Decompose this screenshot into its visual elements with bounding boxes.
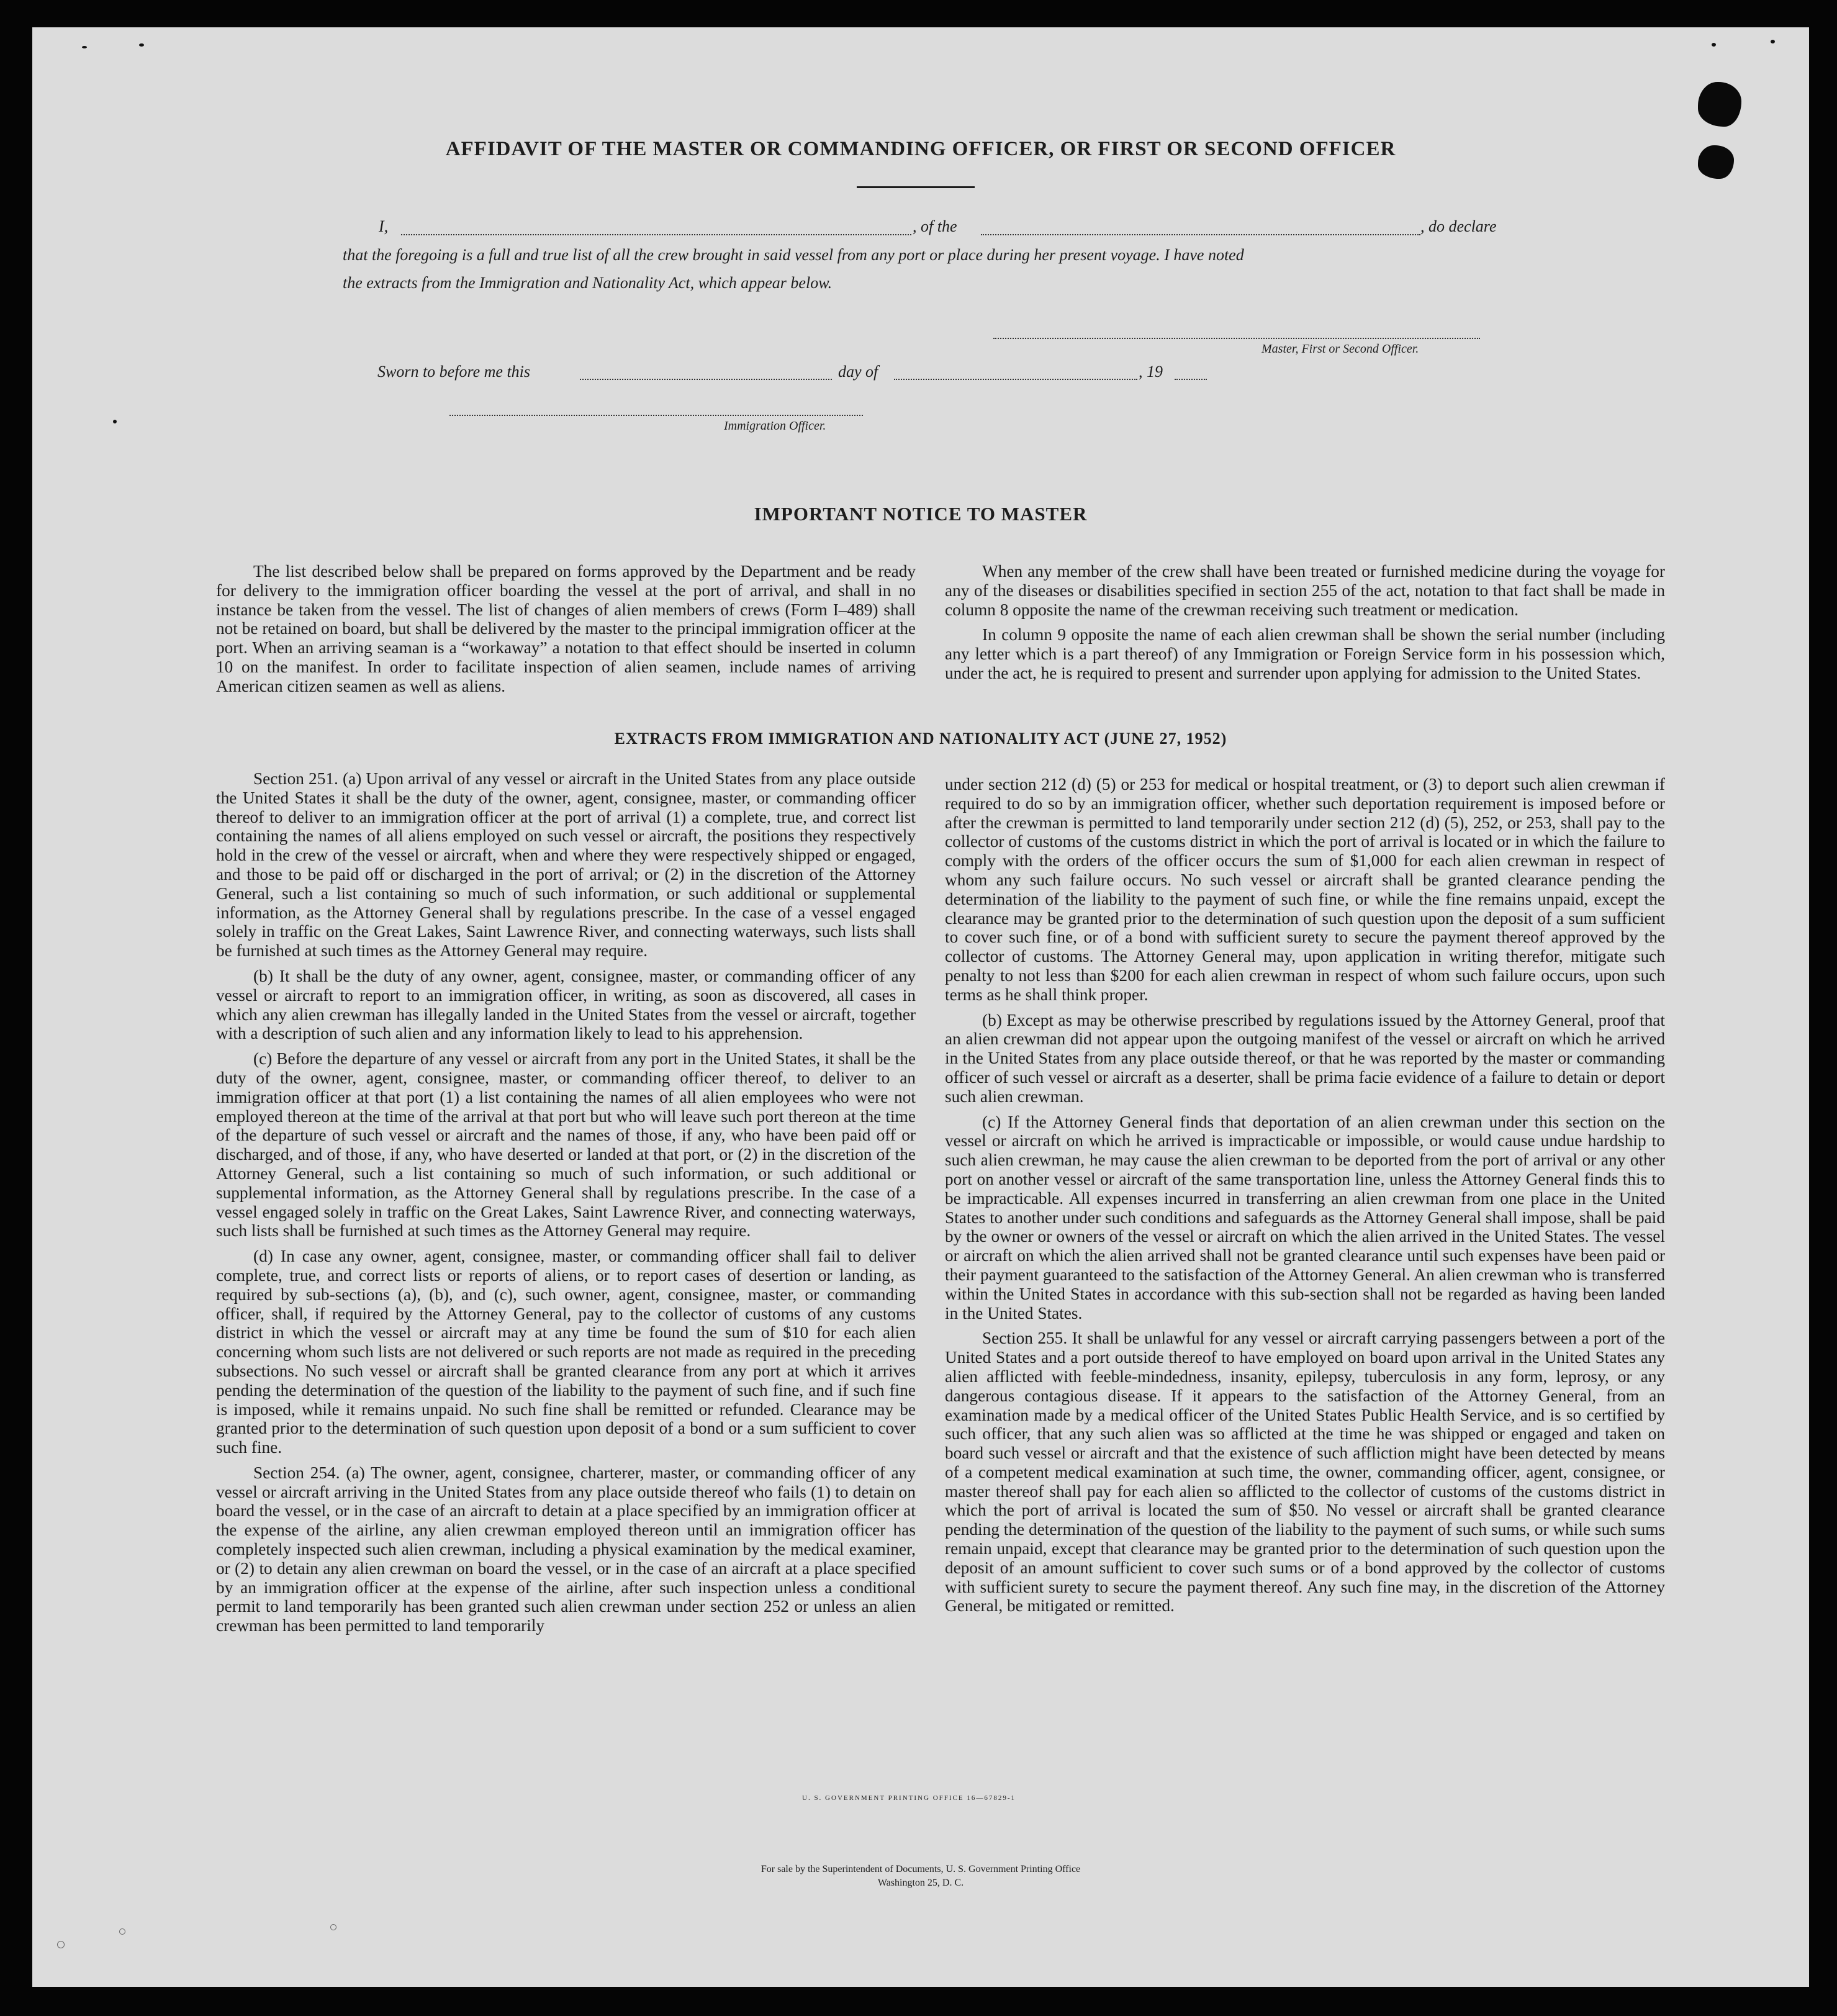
statute-paragraph: (d) In case any owner, agent, consignee, master, or commanding officer shall fail to deliver complete, true, and correct lists or reports of aliens, or to report cases of desertion or landing, as required by sub-sections (a), (b), and (c), such owner, agent, consignee, master, or commanding officer, shall, if required by the Attorney General, pay to the collector of customs of any customs district in which the vessel or aircraft may at any time be found the sum of $10 for each alien concerning whom such lists are not delivered or such reports are not made as required in the preceding subsections. No such vessel or aircraft shall be granted clearance from any port at which it arrives pending the determination of the question of the liability to the payment of such fine, and if such fine is imposed, while it remains unpaid. No such fine shall be remitted or refunded. Clearance may be granted prior to the determination of such question upon deposit of a bond or a sum sufficient to cover such fine. <box>216 1247 916 1457</box>
affidavit-title: AFFIDAVIT OF THE MASTER OR COMMANDING OFFICER, OR FIRST OR SECOND OFFICER <box>445 138 1396 160</box>
notice-title: IMPORTANT NOTICE TO MASTER <box>754 503 1088 525</box>
scan-speck <box>330 1924 336 1930</box>
sale-notice-line-1: For sale by the Superintendent of Documents, U. S. Government Printing Office <box>761 1864 1081 1874</box>
statute-paragraph: (c) Before the departure of any vessel or aircraft from any port in the United States, it shall be the duty of the owner, agent, consignee, master, or commanding officer thereof, to deliver to an immigration officer at that port (1) a list containing the names of all alien employees who were not employed thereon at the time of the arrival at that port but who will leave such port thereon at the time of the departure of such vessel or aircraft and the names of those, if any, who have been paid off or discharged, and of those, if any, who have deserted or landed at that port, or (2) in the discretion of the Attorney General, such a list containing so much of such information, or such additional or supplemental information, as the Attorney General shall by regulations prescribe. In the case of a vessel engaged solely in traffic on the Great Lakes, Saint Lawrence River, and connecting waterways, such lists shall be furnished at such times as the Attorney General may require. <box>216 1049 916 1241</box>
affidavit-line-2: the extracts from the Immigration and Nationality Act, which appear below. <box>343 274 833 292</box>
notice-left-column <box>216 562 916 702</box>
notice-right-column <box>945 562 1665 689</box>
year-label: , 19 <box>1139 363 1163 381</box>
name-field[interactable] <box>401 234 911 235</box>
day-of-label: day of <box>838 363 878 381</box>
gpo-imprint: U. S. GOVERNMENT PRINTING OFFICE 16—67829-1 <box>802 1794 1016 1802</box>
scan-speck <box>1771 40 1775 43</box>
statute-paragraph: Section 254. (a) The owner, agent, consignee, charterer, master, or commanding officer of any vessel or aircraft arriving in the United States from any place outside thereof who fails (1) to detain on board the vessel, or in the case of an aircraft to detain at a place specified by an immigration officer at the expense of the airline, any alien crewman employed thereon until an immigration officer has completely inspected such alien crewman, including a physical examination by the medical examiner, or (2) to detain any alien crewman on board the vessel, or in the case of an aircraft at a place specified by an immigration officer at the expense of the airline, after such inspection unless a conditional permit to land temporarily has been granted such alien crewman under section 252 or unless an alien crewman has been permitted to land temporarily <box>216 1463 916 1635</box>
notice-paragraph: When any member of the crew shall have been treated or furnished medicine during the voyage for any of the diseases or disabilities specified in section 255 of the act, notation to that fact shall be made in column 8 opposite the name of the crewman receiving such treatment or medication. <box>945 562 1665 619</box>
vessel-field[interactable] <box>981 234 1420 235</box>
master-signature-line[interactable] <box>993 338 1480 339</box>
statute-paragraph: (c) If the Attorney General finds that deportation of an alien crewman under this section on the vessel or aircraft on which he arrived is impracticable or impossible, or would cause undue hardship to such alien crewman, he may cause the alien crewman to be deported from the port of arrival or any other port on another vessel or aircraft of the same transportation line, unless the Attorney General finds this to be impracticable. All expenses incurred in transferring an alien crewman from one place in the United States to another under such conditions and safeguards as the Attorney General shall impose, shall be paid by the owner or owners of the vessel or aircraft on which the alien arrived in the United States. The vessel or aircraft on which the alien arrived shall not be granted clearance until such expenses have been paid or their payment guaranteed to the satisfaction of the Attorney General. An alien crewman who is transferred within the United States in accordance with this sub-section shall not be regarded as having been landed in the United States. <box>945 1112 1665 1322</box>
document-page <box>32 27 1809 1987</box>
scan-speck <box>1712 43 1716 47</box>
ink-blot <box>1698 82 1741 127</box>
officer-signature-line[interactable] <box>449 415 863 416</box>
master-signature-label: Master, First or Second Officer. <box>1262 342 1419 356</box>
affidavit-line-1: that the foregoing is a full and true list of all the crew brought in said vessel from any port or place during her present voyage. I have noted <box>343 246 1244 264</box>
statute-paragraph: (b) Except as may be otherwise prescribed by regulations issued by the Attorney General, proof that an alien crewman did not appear upon the outgoing manifest of the vessel or aircraft on which he arrived in the United States from any place outside thereof, or that he was reported by the master or commanding officer of such vessel or aircraft as a deserter, shall be prima facie evidence of a failure to detain or deport such alien crewman. <box>945 1010 1665 1106</box>
affidavit-of-the: , of the <box>913 217 957 235</box>
scan-speck <box>82 46 87 48</box>
affidavit-do-declare: , do declare <box>1420 217 1497 235</box>
sale-notice-line-2: Washington 25, D. C. <box>877 1878 964 1888</box>
sworn-year-field[interactable] <box>1175 379 1207 380</box>
officer-signature-label: Immigration Officer. <box>724 419 826 433</box>
extracts-right-column <box>945 775 1665 1622</box>
statute-paragraph: under section 212 (d) (5) or 253 for medical or hospital treatment, or (3) to deport such alien crewman if required to do so by an immigration officer, whether such deportation requirement is imposed before or after the crewman is permitted to land temporarily under section 212 (d) (5), 252, or 253, shall pay to the collector of customs of the customs district in which the port of arrival is located or in which the failure to comply with the orders of the officer occurs the sum of $1,000 for each alien crewman in respect of whom any such failure occurs. No such vessel or aircraft shall be granted clearance pending the determination of the liability to the payment of such fine, or while the fine remains unpaid, except the clearance may be granted prior to the determination of such question upon the deposit of a sum sufficient to cover such fine, or of a bond with sufficient surety to secure the payment thereof approved by the collector of customs. The Attorney General may, upon application in writing therefor, mitigate such penalty to not less than $200 for each alien crewman in respect of whom such failure occurs, upon such terms as he shall think proper. <box>945 775 1665 1004</box>
scan-speck <box>139 43 144 47</box>
statute-paragraph: Section 251. (a) Upon arrival of any vessel or aircraft in the United States from any place outside the United States it shall be the duty of the owner, agent, consignee, master, or commanding officer thereof to deliver to an immigration officer at the port of arrival (1) a complete, true, and correct list containing the names of all aliens employed on such vessel or aircraft, the positions they respectively hold in the crew of the vessel or aircraft, when and where they were respectively shipped or engaged, and those to be paid off or discharged in the port of arrival; or (2) in the discretion of the Attorney General, such a list containing so much of such information, or such additional or supplemental information, as the Attorney General shall by regulations prescribe. In the case of a vessel engaged solely in traffic on the Great Lakes, Saint Lawrence River, and connecting waterways, such lists shall be furnished at such times as the Attorney General may require. <box>216 769 916 961</box>
scan-speck <box>57 1941 65 1948</box>
title-rule <box>857 186 975 188</box>
extracts-title: EXTRACTS FROM IMMIGRATION AND NATIONALITY ACT (JUNE 27, 1952) <box>614 730 1227 748</box>
statute-paragraph: Section 255. It shall be unlawful for any vessel or aircraft carrying passengers between a port of the United States and a port outside thereof to have employed on board upon arrival in the United States any alien afflicted with feeble-mindedness, insanity, epilepsy, tuberculosis in any form, leprosy, or any dangerous contagious disease. If it appears to the satisfaction of the Attorney General, from an examination made by a medical officer of the United States Public Health Service, and is so certified by such officer, that any such alien was so afflicted at the time he was shipped or engaged and taken on board such vessel or aircraft and that the existence of such affliction might have been detected by means of a competent medical examination at such time, the owner, commanding officer, agent, consignee, or master thereof shall pay for each alien so afflicted to the collector of customs of the customs district in which the port of arrival is located the sum of $50. No vessel or aircraft shall be granted clearance pending the determination of the question of the liability to the payment of such sums, or while such sums remain unpaid, except that clearance may be granted prior to the determination of such question upon the deposit of an amount sufficient to cover such sums or of a bond approved by the collector of customs with sufficient surety to secure the payment thereof. Any such fine may, in the discretion of the Attorney General, be mitigated or remitted. <box>945 1329 1665 1616</box>
statute-paragraph: (b) It shall be the duty of any owner, agent, consignee, master, or commanding officer of any vessel or aircraft to report to an immigration officer, in writing, as soon as discovered, all cases in which any alien crewman has illegally landed in the United States from the vessel or aircraft, together with a description of such alien and any information likely to lead to his apprehension. <box>216 966 916 1043</box>
sworn-label: Sworn to before me this <box>377 363 531 381</box>
affidavit-i: I, <box>379 217 389 235</box>
scan-speck <box>119 1928 125 1935</box>
sworn-day-field[interactable] <box>580 379 832 380</box>
notice-paragraph: In column 9 opposite the name of each alien crewman shall be shown the serial number (including any letter which is a part thereof) of any Immigration or Foreign Service form in his possession which, under the act, he is required to present and surrender upon applying for admission to the United States. <box>945 625 1665 682</box>
scan-speck <box>113 420 117 423</box>
sworn-month-field[interactable] <box>894 379 1137 380</box>
notice-paragraph: The list described below shall be prepared on forms approved by the Department and be ready for delivery to the immigration officer boarding the vessel at the port of arrival, and shall in no instance be taken from the vessel. The list of changes of alien members of crews (Form I–489) shall not be retained on board, but shall be delivered by the master to the principal immigration officer at the port. When an arriving seaman is a “workaway” a notation to that effect should be inserted in column 10 on the manifest. In order to facilitate inspection of alien seamen, include names of arriving American citizen seamen as well as aliens. <box>216 562 916 695</box>
extracts-left-column <box>216 769 916 1642</box>
